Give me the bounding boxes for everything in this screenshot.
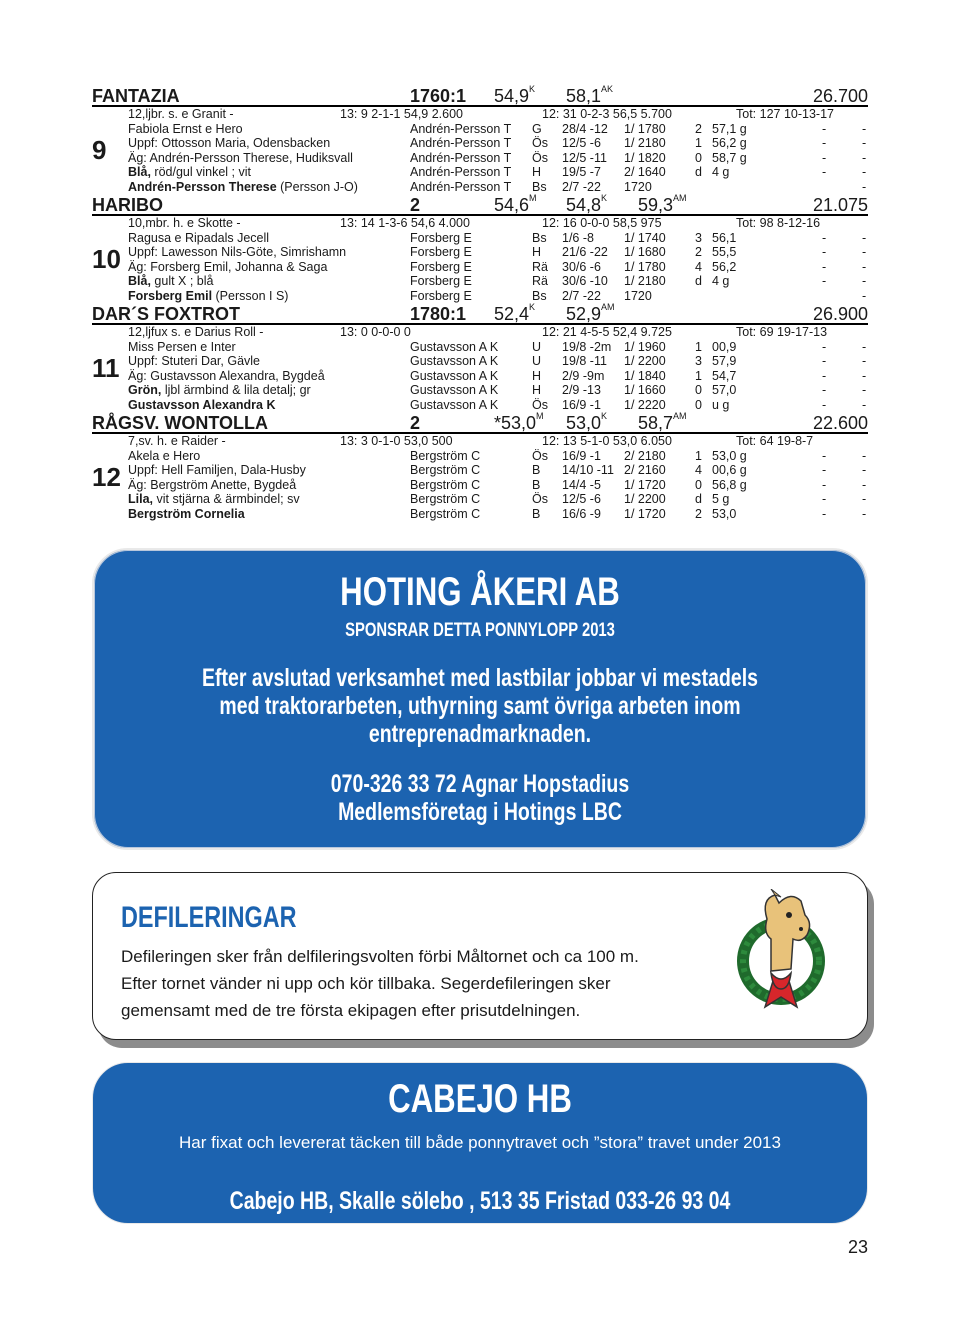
driver: Gustavsson A K — [410, 397, 499, 412]
cell-dash: - — [862, 506, 867, 521]
cell-date: 14/10 -11 — [562, 463, 614, 477]
driver: Andrén-Persson T — [410, 121, 512, 136]
record-2: $54,8^K$ — [566, 193, 608, 215]
cell-dist: 2/ 2160 — [624, 463, 666, 477]
driver: Gustavsson A K — [410, 339, 499, 354]
cell-dist: 2/ 2180 — [624, 448, 666, 463]
cell-place: d — [695, 274, 702, 288]
history-info: Andrén-Persson Therese (Persson J-O) — [128, 179, 358, 194]
history-row — [92, 507, 868, 522]
history-row — [92, 383, 868, 398]
cell-date: 19/8 -2m — [562, 339, 612, 354]
cell-dash: - — [862, 288, 867, 303]
driver: Bergström C — [410, 448, 481, 463]
driver: Andrén-Persson T — [410, 165, 512, 179]
cell-dist: 1/ 1840 — [624, 368, 666, 383]
history-info: Miss Persen e Inter — [128, 339, 236, 354]
cell-track: U — [532, 339, 542, 354]
history-info: Ragusa e Ripadals Jecell — [128, 230, 270, 245]
start-number: 11 — [92, 353, 120, 383]
cell-place: 4 — [695, 259, 702, 274]
cell-odds: - — [822, 397, 827, 412]
horse-header — [92, 84, 868, 107]
topline: 12,ljfux s. e Darius Roll - 13: 0 0-0-0 0 12: 21 4-5-5 52,4 9.725 Tot: 69 19-17-13 — [128, 325, 828, 339]
cell-time: 55,5 — [712, 245, 737, 259]
history-info: Äg: Bergström Anette, Bygdeå — [128, 477, 297, 492]
cell-date: 16/9 -1 — [562, 448, 601, 463]
cell-place: 1 — [695, 339, 702, 354]
cell-time: 57,1 g — [712, 121, 747, 136]
cell-dist: 1/ 1720 — [624, 477, 666, 492]
cell-time: 53,0 g — [712, 448, 747, 463]
cell-date: 16/6 -9 — [562, 506, 601, 521]
cell-track: B — [532, 477, 541, 492]
cell-time: 00,9 — [712, 339, 737, 354]
horse-entry-10 — [92, 193, 868, 303]
cell-track: Ös — [532, 397, 548, 412]
cell-time: 5 g — [712, 492, 730, 506]
history-row — [92, 369, 868, 384]
cell-odds: - — [822, 259, 827, 274]
history-info: Blå, gult X ; blå — [128, 274, 214, 288]
ad-contact: 070-326 33 72 Agnar Hopstadius Medlemsföretag i Hotings LBC — [330, 770, 630, 826]
cell-track: U — [532, 354, 542, 368]
cell-dash: - — [862, 448, 867, 463]
driver: Andrén-Persson T — [410, 150, 512, 165]
cell-date: 12/5 -6 — [562, 136, 601, 150]
cell-odds: - — [822, 477, 827, 492]
cell-odds: - — [822, 506, 827, 521]
history-info: Uppf: Stuteri Dar, Gävle — [128, 354, 261, 368]
cell-odds: - — [822, 448, 827, 463]
history-info: Bergström Cornelia — [128, 506, 245, 521]
cell-place: 0 — [695, 383, 702, 397]
cell-time: 56,2 — [712, 259, 737, 274]
cell-place: 1 — [695, 448, 702, 463]
record-2: $58,1^{AK}$ — [566, 84, 614, 106]
cell-dist: 1/ 1740 — [624, 230, 666, 245]
driver: Bergström C — [410, 463, 481, 477]
history-row — [92, 136, 868, 151]
horse-name: FANTAZIA — [92, 86, 180, 106]
ad-title: CABEJO HB — [388, 1077, 572, 1121]
history-info: Äg: Gustavsson Alexandra, Bygdeå — [128, 368, 325, 383]
record-2: $53,0^K$ — [566, 411, 608, 433]
driver: Forsberg E — [410, 274, 472, 288]
cell-date: 2/7 -22 — [562, 288, 601, 303]
driver: Andrén-Persson T — [410, 136, 512, 150]
cell-odds: - — [822, 339, 827, 354]
history-row — [92, 289, 868, 304]
cell-place: 3 — [695, 230, 702, 245]
cell-dist: 1720 — [624, 179, 652, 194]
history-info: Lila, vit stjärna & ärmbindel; sv — [128, 492, 300, 506]
cell-odds: - — [822, 230, 827, 245]
history-row — [92, 180, 868, 195]
cell-dash: - — [862, 354, 867, 368]
cell-track: Bs — [532, 230, 547, 245]
cell-date: 2/7 -22 — [562, 179, 601, 194]
horse-header — [92, 411, 868, 434]
cell-date: 2/9 -9m — [562, 368, 605, 383]
history-info: Fabiola Ernst e Hero — [128, 121, 243, 136]
history-row — [92, 260, 868, 275]
cell-time: 56,1 — [712, 230, 737, 245]
driver: Bergström C — [410, 477, 481, 492]
cell-place: d — [695, 165, 702, 179]
history-row — [92, 340, 868, 355]
cell-dist: 1720 — [624, 288, 652, 303]
race-history — [92, 122, 868, 195]
cell-track: Rä — [532, 259, 548, 274]
prize-money: 21.075 — [812, 195, 868, 215]
history-row — [92, 165, 868, 180]
cell-time: 56,8 g — [712, 477, 747, 492]
record-1: $52,4^K$ — [494, 302, 536, 324]
history-info: Grön, ljbl ärmbind & lila detalj; gr — [128, 383, 311, 397]
history-row — [92, 449, 868, 464]
topline: 10,mbr. h. e Skotte - 13: 14 1-3-6 54,6 4.000 12: 16 0-0-0 58,5 975 Tot: 98 8-12-16 — [128, 216, 821, 230]
cell-dash: - — [862, 492, 867, 506]
horse-summary: 1760:1 — [410, 86, 467, 106]
cell-dash: - — [862, 150, 867, 165]
history-row — [92, 354, 868, 369]
ad-title: HOTING ÅKERI AB — [340, 570, 620, 614]
horse-summary: 2 — [410, 413, 421, 433]
cell-track: B — [532, 463, 541, 477]
cell-date: 30/6 -10 — [562, 274, 608, 288]
sponsor-ad-hoting — [92, 548, 868, 850]
race-history — [92, 340, 868, 413]
history-info: Akela e Hero — [128, 448, 201, 463]
cell-odds: - — [822, 136, 827, 150]
horse-summary: 1780:1 — [410, 304, 467, 324]
topline: 12,ljbr. s. e Granit - 13: 9 2-1-1 54,9 2.600 12: 31 0-2-3 56,5 5.700 Tot: 127 10-13-17 — [128, 107, 834, 121]
driver: Andrén-Persson T — [410, 179, 512, 194]
driver: Forsberg E — [410, 230, 472, 245]
cell-track: H — [532, 245, 542, 259]
cell-time: 53,0 — [712, 506, 737, 521]
driver: Forsberg E — [410, 245, 472, 259]
cell-odds: - — [822, 383, 827, 397]
cell-dist: 1/ 2180 — [624, 136, 666, 150]
ad-subtitle: SPONSRAR DETTA PONNYLOPP 2013 — [345, 620, 615, 641]
cell-dash: - — [862, 463, 867, 477]
horse-header — [92, 302, 868, 325]
cell-dash: - — [862, 339, 867, 354]
cell-place: 0 — [695, 150, 702, 165]
cell-odds: - — [822, 354, 827, 368]
cell-dash: - — [862, 136, 867, 150]
cell-date: 14/4 -5 — [562, 477, 601, 492]
cell-dash: - — [862, 477, 867, 492]
horse-name: DAR´S FOXTROT — [92, 304, 240, 324]
cell-track: Bs — [532, 288, 547, 303]
cell-dist: 1/ 1820 — [624, 150, 666, 165]
history-row — [92, 478, 868, 493]
horse-entry-11 — [92, 302, 868, 412]
record-1: $54,6^M$ — [494, 193, 537, 215]
record-1: $54,9^K$ — [494, 84, 536, 106]
cell-dist: 2/ 1640 — [624, 165, 666, 179]
cell-dist: 1/ 1720 — [624, 506, 666, 521]
cell-odds: - — [822, 368, 827, 383]
cell-track: H — [532, 368, 542, 383]
cell-odds: - — [822, 165, 827, 179]
cell-dist: 1/ 2200 — [624, 492, 666, 506]
cell-place: 2 — [695, 121, 702, 136]
horse-name: HARIBO — [92, 195, 163, 215]
cell-dist: 1/ 1660 — [624, 383, 666, 397]
horse-header — [92, 193, 868, 216]
cell-odds: - — [822, 463, 827, 477]
cell-place: 1 — [695, 368, 702, 383]
cell-track: Ös — [532, 150, 548, 165]
cell-dash: - — [862, 121, 867, 136]
driver: Forsberg E — [410, 259, 472, 274]
cell-place: 2 — [695, 506, 702, 521]
cell-date: 12/5 -11 — [562, 150, 607, 165]
cell-date: 19/5 -7 — [562, 165, 601, 179]
record-2: $52,9^{AM}$ — [566, 302, 615, 324]
prize-money: 26.700 — [812, 86, 868, 106]
race-history — [92, 231, 868, 304]
cell-dist: 1/ 1780 — [624, 259, 666, 274]
cell-dist: 1/ 1680 — [624, 245, 666, 259]
driver: Bergström C — [410, 506, 481, 521]
cell-dist: 1/ 1960 — [624, 339, 666, 354]
cell-date: 30/6 -6 — [562, 259, 601, 274]
record-3: $59,3^{AM}$ — [638, 193, 687, 215]
card-title: DEFILERINGAR — [121, 901, 297, 934]
start-number: 10 — [92, 244, 121, 274]
ad-body: Har fixat och levererat täcken till både ponnytravet och ”stora” travet under 2013 — [179, 1133, 781, 1152]
cell-time: 57,9 — [712, 354, 737, 368]
driver: Gustavsson A K — [410, 383, 499, 397]
start-number: 9 — [92, 135, 107, 165]
cell-date: 28/4 -12 — [562, 121, 608, 136]
cell-track: H — [532, 383, 542, 397]
prize-money: 22.600 — [812, 413, 868, 433]
history-row — [92, 492, 868, 507]
cell-track: Ös — [532, 136, 548, 150]
cell-dash: - — [862, 383, 867, 397]
cell-time: 58,7 g — [712, 150, 747, 165]
start-number: 12 — [92, 462, 121, 492]
cell-place: 4 — [695, 463, 702, 477]
cell-odds: - — [822, 274, 827, 288]
history-info: Uppf: Ottosson Maria, Odensbacken — [128, 136, 331, 150]
topline: 7,sv. h. e Raider - 13: 3 0-1-0 53,0 500 12: 13 5-1-0 53,0 6.050 Tot: 64 19-8-7 — [128, 434, 814, 448]
cell-dash: - — [862, 274, 867, 288]
cell-dist: 1/ 2220 — [624, 397, 666, 412]
cell-track: Ös — [532, 448, 548, 463]
cell-time: 56,2 g — [712, 136, 747, 150]
cell-date: 21/6 -22 — [562, 245, 608, 259]
race-history — [92, 449, 868, 522]
cell-dash: - — [862, 165, 867, 179]
cell-place: 3 — [695, 354, 702, 368]
cell-track: B — [532, 506, 541, 521]
driver: Gustavsson A K — [410, 368, 499, 383]
horse-entry-9 — [92, 84, 868, 194]
sponsor-ad-cabejo — [92, 1062, 868, 1224]
history-info: Äg: Andrén-Persson Therese, Hudiksvall — [128, 150, 353, 165]
cell-time: 4 g — [712, 274, 730, 288]
cell-odds: - — [822, 492, 827, 506]
history-row — [92, 274, 868, 289]
cell-dash: - — [862, 245, 867, 259]
cell-date: 1/6 -8 — [562, 230, 594, 245]
cell-dist: 1/ 2200 — [624, 354, 666, 368]
history-row — [92, 463, 868, 478]
cell-date: 12/5 -6 — [562, 492, 601, 506]
cell-time: u g — [712, 397, 730, 412]
page-number: 23 — [847, 1237, 868, 1257]
cell-time: 54,7 — [712, 368, 737, 383]
history-info: Äg: Forsberg Emil, Johanna & Saga — [128, 259, 328, 274]
cell-dash: - — [862, 179, 867, 194]
history-row — [92, 122, 868, 137]
cell-dash: - — [862, 368, 867, 383]
driver: Bergström C — [410, 492, 481, 506]
prize-money: 26.900 — [812, 304, 868, 324]
defile-info-card — [92, 872, 868, 1040]
cell-track: Ös — [532, 492, 548, 506]
ad-body: Efter avslutad verksamhet med lastbilar jobbar vi mestadels med traktorarbeten, uthyrning samt övriga arbeten inom entreprenadmarknaden. — [202, 664, 758, 748]
cell-date: 2/9 -13 — [562, 383, 601, 397]
cell-dash: - — [862, 397, 867, 412]
driver: Forsberg E — [410, 288, 472, 303]
history-info: Gustavsson Alexandra K — [128, 397, 276, 412]
cell-track: H — [532, 165, 542, 179]
history-info: Uppf: Hell Familjen, Dala-Husby — [128, 463, 306, 477]
history-row — [92, 398, 868, 413]
cell-time: 4 g — [712, 165, 730, 179]
history-info: Uppf: Lawesson Nils-Göte, Simrishamn — [128, 245, 347, 259]
horse-mascot-icon — [731, 889, 831, 1019]
cell-dash: - — [862, 259, 867, 274]
cell-odds: - — [822, 150, 827, 165]
cell-date: 19/8 -11 — [562, 354, 607, 368]
ad-footer: Cabejo HB, Skalle sölebo , 513 35 Fristad 033-26 93 04 — [229, 1187, 731, 1215]
cell-odds: - — [822, 245, 827, 259]
record-3: $58,7^{AM}$ — [638, 411, 687, 433]
cell-dist: 1/ 2180 — [624, 274, 666, 288]
cell-time: 57,0 — [712, 383, 737, 397]
cell-place: 1 — [695, 136, 702, 150]
cell-place: 0 — [695, 397, 702, 412]
history-row — [92, 151, 868, 166]
cell-odds: - — [822, 121, 827, 136]
card-text: Defileringen sker från delfileringsvolten förbi Måltornet och ca 100 m. Efter tornet vänder ni upp och kör tillbaka. Segerdefileringen sker gemensamt med de tre första ekipagen efter prisutdelningen. — [121, 947, 639, 1020]
history-row — [92, 231, 868, 246]
cell-track: Bs — [532, 179, 547, 194]
horse-name: RÅGSV. WONTOLLA — [92, 413, 269, 433]
cell-date: 16/9 -1 — [562, 397, 601, 412]
history-info: Forsberg Emil (Persson I S) — [128, 288, 289, 303]
horse-entry-12 — [92, 411, 868, 521]
cell-track: G — [532, 121, 542, 136]
cell-place: 0 — [695, 477, 702, 492]
cell-time: 00,6 g — [712, 463, 747, 477]
cell-place: 2 — [695, 245, 702, 259]
driver: Gustavsson A K — [410, 354, 499, 368]
cell-track: Rä — [532, 274, 548, 288]
history-info: Blå, röd/gul vinkel ; vit — [128, 165, 251, 179]
cell-dist: 1/ 1780 — [624, 121, 666, 136]
record-1: $*53,0^M$ — [494, 411, 544, 433]
history-row — [92, 245, 868, 260]
horse-summary: 2 — [410, 195, 421, 215]
cell-dash: - — [862, 230, 867, 245]
cell-place: d — [695, 492, 702, 506]
